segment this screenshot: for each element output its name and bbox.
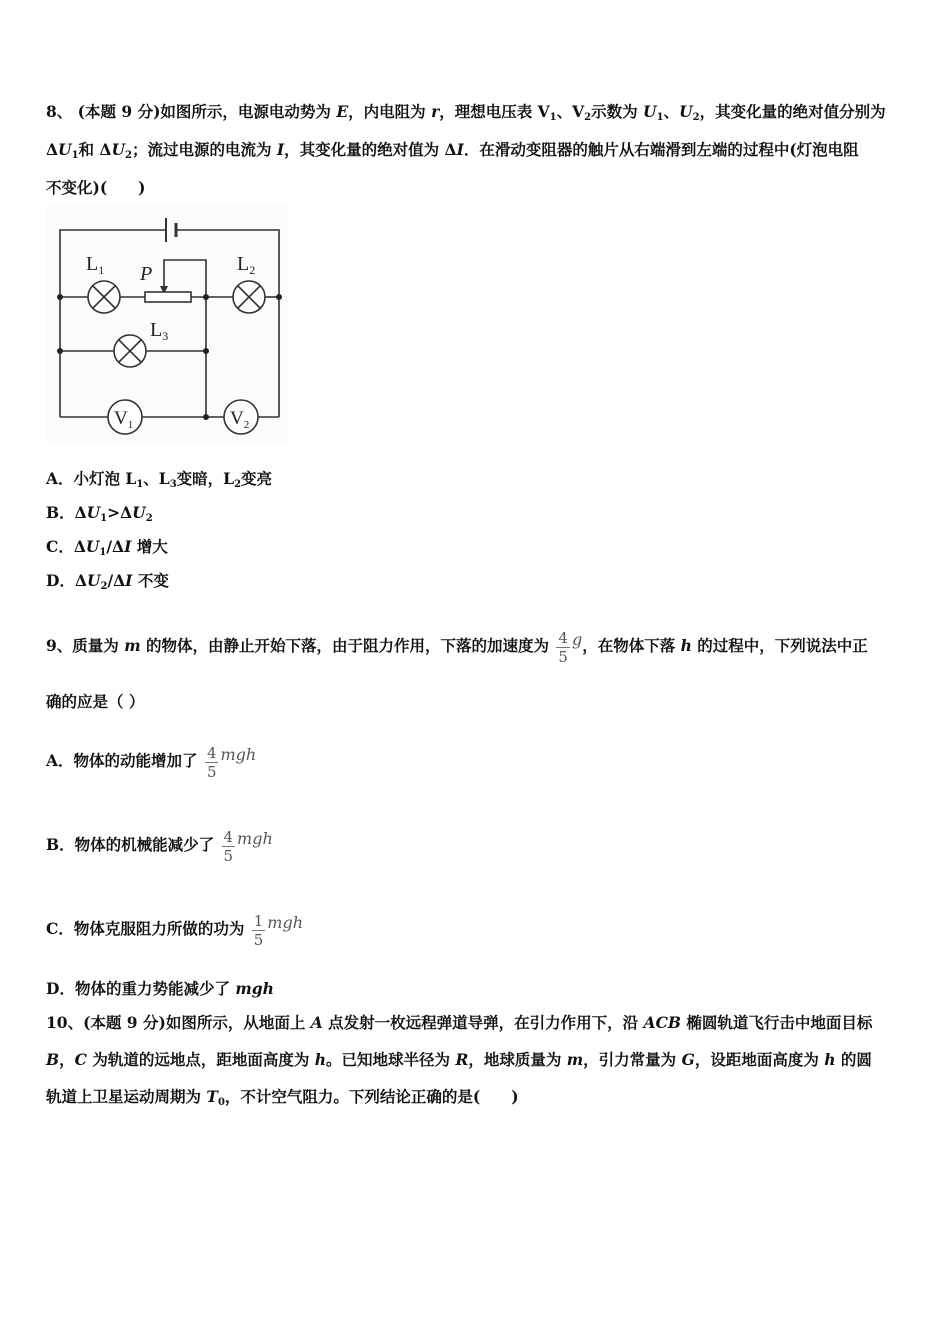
q9-option-c: C．物体克服阻力所做的功为 $\frac{1}{5}$ mgh bbox=[46, 911, 303, 949]
q8-option-b: B．$\Delta U_1>\Delta U_2$ bbox=[46, 503, 153, 524]
q8-stem-line-3: 不变化)( ) bbox=[46, 178, 146, 197]
q9-option-a: A．物体的动能增加了 $\frac{4}{5}$ mgh bbox=[46, 743, 257, 781]
q8-option-a: A．小灯泡 $L_1$、$L_3$变暗，$L_2$变亮 bbox=[46, 469, 273, 490]
q9-option-d: D．物体的重力势能减少了 mgh bbox=[46, 979, 274, 998]
q8-stem-line-1: 8、 (本题 9 分)如图所示，电源电动势为 E，内电阻为 r，理想电压表 $V_1$、$V_2$示数为 $U_1$、$U_2$，其变化量的绝对值分别为 bbox=[46, 102, 886, 123]
q10-stem-line-2: B，C 为轨道的远地点，距地面高度为 h。已知地球半径为 R，地球质量为 m，引力常量为 G，设距地面高度为 h 的圆 bbox=[46, 1050, 872, 1069]
label-p: P bbox=[140, 263, 153, 285]
q10-stem-line-3: 轨道上卫星运动周期为 $T_0$，不计空气阻力。下列结论正确的是( ) bbox=[46, 1087, 519, 1108]
q9-option-b: B．物体的机械能减少了 $\frac{4}{5}$ mgh bbox=[46, 827, 273, 865]
svg-text:L1: $L_1$ bbox=[86, 253, 105, 277]
label-l2: L bbox=[237, 253, 250, 275]
label-l1: L bbox=[86, 253, 99, 275]
q9-stem-line-2: 确的应是（ ） bbox=[46, 692, 145, 711]
circuit-diagram bbox=[46, 206, 288, 442]
rheostat bbox=[145, 292, 191, 302]
q8-stem-line-2: $\Delta U_1$和 $\Delta U_2$；流过电源的电流为 I，其变化量的绝对值为 ΔI．在滑动变阻器的触片从右端滑到左端的过程中(灯泡电阻 bbox=[46, 140, 859, 161]
lamp-l3-icon bbox=[114, 335, 146, 367]
svg-text:V1: $V_1$ bbox=[114, 408, 134, 431]
fraction-4-5: $\frac{4}{5}$ bbox=[558, 628, 568, 666]
label-v1: V bbox=[114, 408, 128, 429]
lamp-l2-icon bbox=[233, 281, 265, 313]
svg-text:L2: $L_2$ bbox=[237, 253, 256, 277]
svg-text:V2: $V_2$ bbox=[230, 408, 250, 431]
q8-option-d: D．$\Delta U_2/\Delta I$ 不变 bbox=[46, 571, 169, 592]
svg-text:L3: $L_3$ bbox=[150, 319, 169, 343]
q10-stem-line-1: 10、(本题 9 分)如图所示，从地面上 A 点发射一枚远程弹道导弹，在引力作用下，沿 ACB 椭圆轨道飞行击中地面目标 bbox=[46, 1013, 873, 1032]
lamp-l1-icon bbox=[88, 281, 120, 313]
label-v2: V bbox=[230, 408, 244, 429]
q8-option-c: C．$\Delta U_1/\Delta I$ 增大 bbox=[46, 537, 168, 558]
q9-stem-line-1: 9、质量为 m 的物体，由静止开始下落，由于阻力作用，下落的加速度为 $\frac{4}{5}$ g，在物体下落 h 的过程中，下列说法中正 bbox=[46, 628, 868, 666]
label-l3: L bbox=[150, 319, 163, 341]
